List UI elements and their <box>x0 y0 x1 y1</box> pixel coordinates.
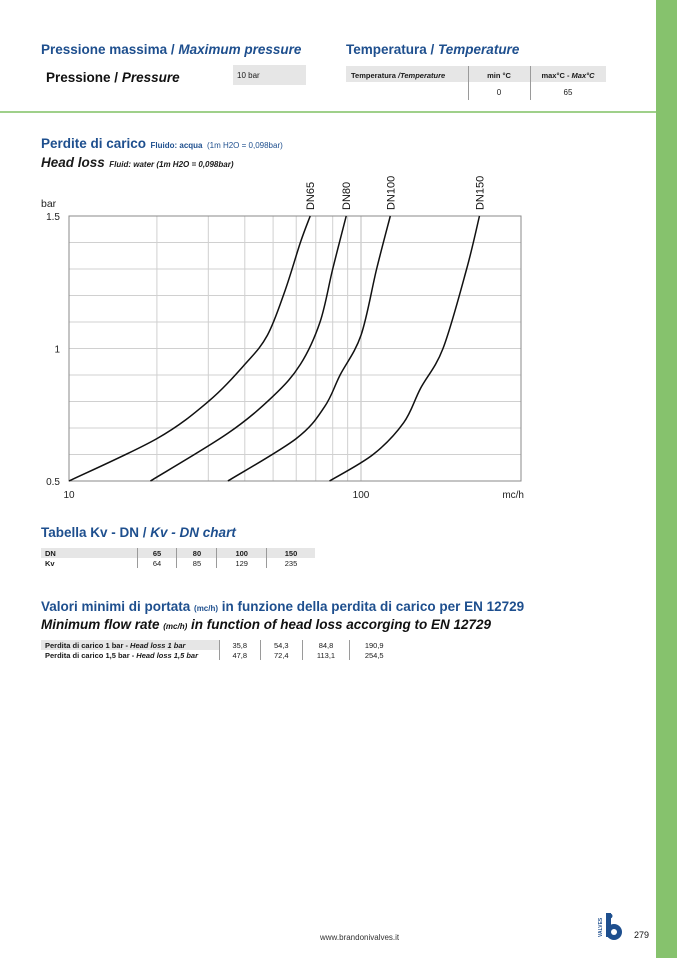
pressure-value: 10 bar <box>233 65 306 85</box>
footer-website[interactable]: www.brandonivalves.it <box>320 933 400 942</box>
kv-value-row <box>41 558 315 568</box>
headloss-title-it: Perdite di carico Fluido: acqua (1m H2O = 0,098bar) <box>41 136 283 151</box>
temperature-max-value: 65 <box>563 88 573 97</box>
kv-cell: 100 <box>217 548 267 558</box>
y-axis-label: bar <box>41 198 57 210</box>
temperature-col-max: max°C - Max°C <box>541 71 595 80</box>
series-label: DN100 <box>385 175 398 210</box>
flow-row <box>41 650 398 660</box>
kv-table-title: Tabella Kv - DN / Kv - DN chart <box>41 525 236 540</box>
flow-table <box>41 640 398 660</box>
flow-cell: 190,9 <box>350 640 398 650</box>
kv-cell: 235 <box>267 558 315 568</box>
y-tick-label: 1.5 <box>46 212 60 223</box>
headloss-title-en: Head loss Fluid: water (1m H2O = 0,098bar) <box>41 155 234 170</box>
x-tick-label: 10 <box>63 490 75 501</box>
brand-logo <box>596 907 630 945</box>
flow-cell: 254,5 <box>350 650 398 660</box>
page-number: 279 <box>634 930 650 940</box>
temperature-title: Temperatura / Temperature <box>346 42 520 57</box>
series-label: DN65 <box>305 181 318 210</box>
flow-row <box>41 640 398 650</box>
kv-cell: 80 <box>177 548 217 558</box>
kv-cell: 150 <box>267 548 315 558</box>
y-tick-label: 1 <box>54 344 60 356</box>
flow-table-title-it: Valori minimi di portata (mc/h) in funzione della perdita di carico per EN 12729 <box>41 599 525 614</box>
kv-cell: 64 <box>137 558 177 568</box>
flow-table-title-en: Minimum flow rate (mc/h) in function of head loss accorging to EN 12729 <box>41 617 492 632</box>
flow-row-label: Perdita di carico 1 bar - Head loss 1 bar <box>41 640 219 650</box>
kv-cell: 129 <box>217 558 267 568</box>
temperature-min-value: 0 <box>496 88 502 97</box>
y-tick-label: 0.5 <box>46 477 60 488</box>
kv-header-row <box>41 548 315 558</box>
x-tick-label: 100 <box>352 490 370 501</box>
kv-cell: 65 <box>137 548 177 558</box>
pressure-label: Pressione / Pressure <box>46 70 180 85</box>
flow-row-label: Perdita di carico 1,5 bar - Head loss 1,5 bar <box>45 650 198 660</box>
series-label: DN150 <box>474 175 487 210</box>
flow-cell: 54,3 <box>261 640 303 650</box>
kv-cell: 85 <box>177 558 217 568</box>
series-label: DN80 <box>341 181 354 210</box>
kv-table <box>41 548 315 568</box>
logo-text: VALVES <box>598 917 604 937</box>
x-axis-label: mc/h <box>502 490 524 501</box>
flow-cell: 113,1 <box>302 650 350 660</box>
flow-cell: 72,4 <box>261 650 303 660</box>
temperature-col-min: min °C <box>487 71 511 80</box>
temperature-col-label: Temperatura /Temperature <box>351 71 446 80</box>
flow-cell: 47,8 <box>219 650 261 660</box>
kv-cell: DN <box>41 548 137 558</box>
pressure-title: Pressione massima / Maximum pressure <box>41 42 302 57</box>
flow-cell: 35,8 <box>219 640 261 650</box>
kv-cell: Kv <box>45 558 55 568</box>
flow-cell: 84,8 <box>302 640 350 650</box>
